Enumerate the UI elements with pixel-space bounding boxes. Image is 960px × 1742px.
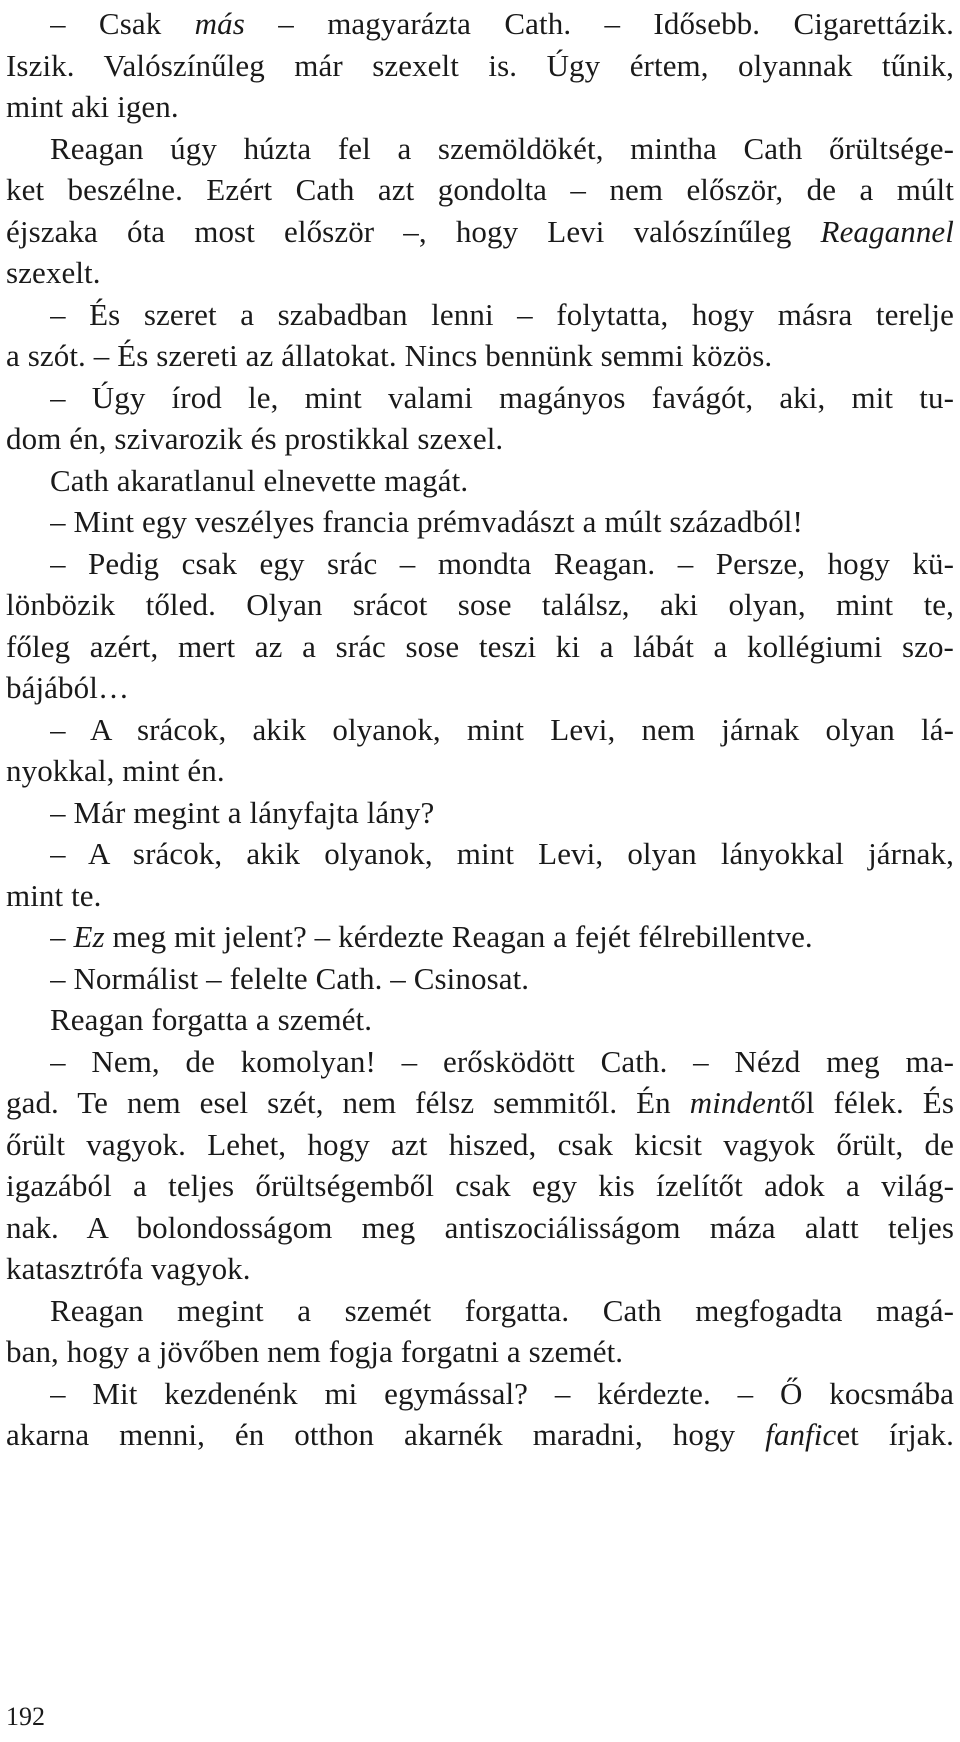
text-line: – Ez meg mit jelent? – kérdezte Reagan a fejét félrebillentve. <box>50 919 813 954</box>
text-line: ban, hogy a jövőben nem fogja forgatni a szemét. <box>6 1334 624 1369</box>
text-line: Reagan megint a szemét forgatta. Cath megfogadta magá- <box>50 1292 954 1328</box>
text-line: igazából a teljes őrültségemből csak egy kis ízelítőt adok a világ- <box>6 1168 954 1203</box>
text-line: – Mint egy veszélyes francia prémvadászt a múlt századból! <box>50 504 803 539</box>
text-line: nak. A bolondosságom meg antiszociálisságom máza alatt teljes <box>6 1209 954 1245</box>
text-line: Reagan úgy húzta fel a szemöldökét, mintha Cath őrültsége- <box>50 130 954 166</box>
text-line: – Pedig csak egy srác – mondta Reagan. – Persze, hogy kü- <box>50 545 954 581</box>
text-line: bájából… <box>6 670 130 705</box>
text-line: – És szeret a szabadban lenni – folytatta, hogy másra terelje <box>50 296 954 332</box>
text-line: szexelt. <box>6 255 101 290</box>
text-line: Cath akaratlanul elnevette magát. <box>50 462 469 498</box>
text-line: – Már megint a lányfajta lány? <box>50 794 435 830</box>
text-line: nyokkal, mint én. <box>6 753 225 788</box>
text-line: – Nem, de komolyan! – erősködött Cath. – Nézd meg ma- <box>50 1043 954 1079</box>
text-line: katasztrófa vagyok. <box>6 1251 251 1286</box>
text-line: mint te. <box>6 877 102 913</box>
text-line: gad. Te nem esel szét, nem félsz semmitől. Én mindentől félek. És <box>6 1085 954 1120</box>
text-line: mint aki igen. <box>6 89 179 124</box>
text-line: – Normálist – felelte Cath. – Csinosat. <box>50 960 530 996</box>
text-line: dom én, szivarozik és prostikkal szexel. <box>6 421 504 456</box>
page-number: 192 <box>6 1702 45 1731</box>
text-line: főleg azért, mert az a srác sose teszi ki a lábát a kollégiumi szo- <box>6 628 954 664</box>
text-line: – Úgy írod le, mint valami magányos favágót, aki, mit tu- <box>50 379 954 415</box>
text-line: Reagan forgatta a szemét. <box>50 1002 373 1037</box>
text-line: – A srácok, akik olyanok, mint Levi, nem járnak olyan lá- <box>50 711 954 747</box>
text-line: akarna menni, én otthon akarnék maradni, hogy fanficet írjak. <box>6 1417 954 1452</box>
text-line: ket beszélne. Ezért Cath azt gondolta – nem először, de a múlt <box>6 172 954 207</box>
text-line: a szót. – És szereti az állatokat. Nincs bennünk semmi közös. <box>6 338 773 373</box>
text-line: – A srácok, akik olyanok, mint Levi, olyan lányokkal járnak, <box>50 836 954 871</box>
text-line: Iszik. Valószínűleg már szexelt is. Úgy értem, olyannak tűnik, <box>6 47 954 83</box>
text-line: – Mit kezdenénk mi egymással? – kérdezte. – Ő kocsmába <box>50 1375 954 1411</box>
text-line: – Csak más – magyarázta Cath. – Idősebb. Cigarettázik. <box>50 6 954 41</box>
text-line: éjszaka óta most először –, hogy Levi valószínűleg Reagannel <box>6 213 954 249</box>
text-line: lönbözik tőled. Olyan srácot sose találsz, aki olyan, mint te, <box>6 587 954 622</box>
text-line: őrült vagyok. Lehet, hogy azt hiszed, csak kicsit vagyok őrült, de <box>6 1126 954 1162</box>
